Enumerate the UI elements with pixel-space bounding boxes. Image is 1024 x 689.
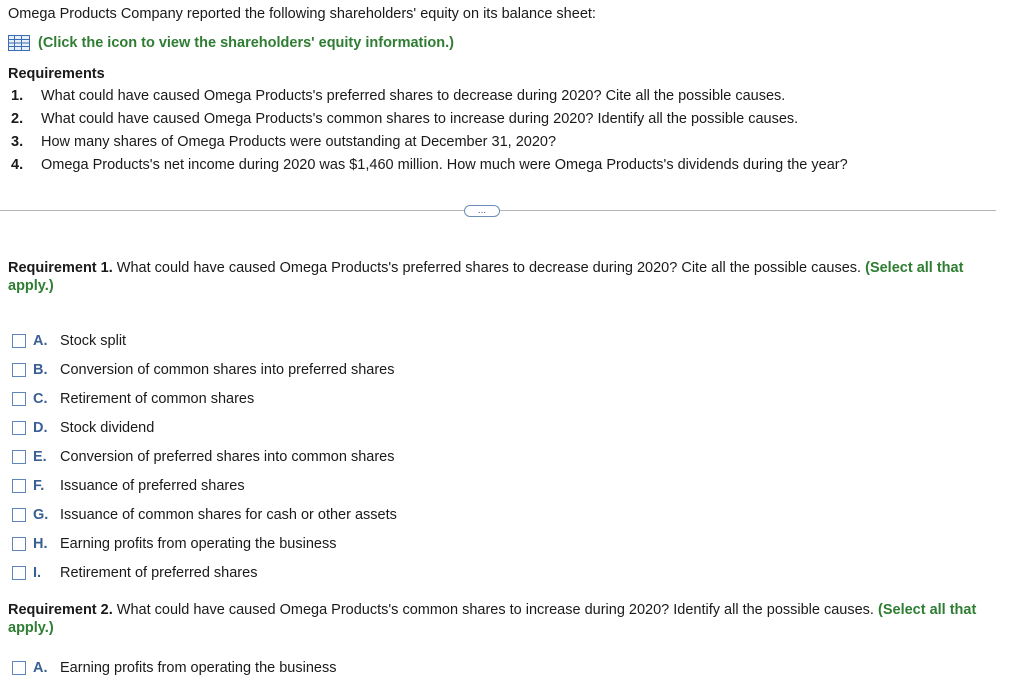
option-letter: E. bbox=[33, 449, 47, 465]
select-all-instruction: (Select all that apply.) bbox=[8, 602, 977, 636]
option-text: Stock dividend bbox=[60, 420, 155, 436]
option-f[interactable] bbox=[12, 478, 397, 507]
requirement-2-question bbox=[8, 601, 998, 637]
checkbox[interactable] bbox=[12, 392, 26, 406]
equity-link-text[interactable]: (Click the icon to view the shareholders' equity information.) bbox=[38, 35, 454, 51]
requirement-1-question bbox=[8, 259, 998, 295]
option-letter: A. bbox=[33, 660, 48, 676]
requirement-item bbox=[11, 134, 848, 157]
option-text: Conversion of common shares into preferred shares bbox=[60, 362, 395, 378]
requirements-list bbox=[11, 88, 848, 180]
option-letter: B. bbox=[33, 362, 48, 378]
option-letter: G. bbox=[33, 507, 49, 523]
requirement-number: 4. bbox=[11, 157, 24, 173]
question-label: Requirement 2. bbox=[8, 602, 113, 618]
checkbox[interactable] bbox=[12, 661, 26, 675]
requirement-text: What could have caused Omega Products's common shares to increase during 2020? Identify all the possible causes. bbox=[41, 111, 799, 127]
requirement-item bbox=[11, 157, 848, 180]
option-text: Retirement of preferred shares bbox=[60, 565, 258, 581]
checkbox[interactable] bbox=[12, 421, 26, 435]
option-letter: C. bbox=[33, 391, 48, 407]
option-text: Retirement of common shares bbox=[60, 391, 255, 407]
option-text: Issuance of preferred shares bbox=[60, 478, 245, 494]
equity-info-link[interactable] bbox=[8, 35, 454, 51]
option-text: Stock split bbox=[60, 333, 127, 349]
option-e[interactable] bbox=[12, 449, 397, 478]
option-text: Earning profits from operating the business bbox=[60, 660, 337, 676]
requirement-number: 2. bbox=[11, 111, 24, 127]
requirement-item bbox=[11, 88, 848, 111]
checkbox[interactable] bbox=[12, 450, 26, 464]
option-h[interactable] bbox=[12, 536, 397, 565]
requirement-text: Omega Products's net income during 2020 was $1,460 million. How much were Omega Products's dividends during the year? bbox=[41, 157, 848, 173]
option-letter: H. bbox=[33, 536, 48, 552]
requirement-number: 3. bbox=[11, 134, 24, 150]
more-button[interactable]: ... bbox=[464, 205, 500, 217]
question-text: What could have caused Omega Products's common shares to increase during 2020? Identify all the possible causes. bbox=[112, 602, 878, 618]
option-d[interactable] bbox=[12, 420, 397, 449]
option-text: Conversion of preferred shares into common shares bbox=[60, 449, 395, 465]
checkbox[interactable] bbox=[12, 334, 26, 348]
checkbox[interactable] bbox=[12, 508, 26, 522]
requirement-text: What could have caused Omega Products's preferred shares to decrease during 2020? Cite all the possible causes. bbox=[41, 88, 786, 104]
option-letter: F. bbox=[33, 478, 45, 494]
question-label: Requirement 1. bbox=[8, 260, 113, 276]
requirement-text: How many shares of Omega Products were outstanding at December 31, 2020? bbox=[41, 134, 557, 150]
checkbox[interactable] bbox=[12, 479, 26, 493]
option-letter: D. bbox=[33, 420, 48, 436]
option-i[interactable] bbox=[12, 565, 397, 594]
option-a[interactable] bbox=[12, 660, 336, 689]
intro-text: Omega Products Company reported the following shareholders' equity on its balance sheet: bbox=[8, 6, 596, 22]
option-text: Issuance of common shares for cash or other assets bbox=[60, 507, 397, 523]
requirements-heading: Requirements bbox=[8, 66, 105, 82]
requirement-number: 1. bbox=[11, 88, 24, 104]
option-b[interactable] bbox=[12, 362, 397, 391]
checkbox[interactable] bbox=[12, 363, 26, 377]
option-letter: A. bbox=[33, 333, 48, 349]
requirement-2-options bbox=[12, 660, 336, 689]
question-text: What could have caused Omega Products's preferred shares to decrease during 2020? Cite all the possible causes. bbox=[112, 260, 866, 276]
option-text: Earning profits from operating the business bbox=[60, 536, 337, 552]
requirement-1-options bbox=[12, 333, 397, 594]
checkbox[interactable] bbox=[12, 566, 26, 580]
select-all-instruction: (Select all that apply.) bbox=[8, 260, 964, 294]
requirement-item bbox=[11, 111, 848, 134]
option-c[interactable] bbox=[12, 391, 397, 420]
table-icon[interactable] bbox=[8, 35, 30, 51]
option-g[interactable] bbox=[12, 507, 397, 536]
option-letter: I. bbox=[33, 565, 42, 581]
checkbox[interactable] bbox=[12, 537, 26, 551]
option-a[interactable] bbox=[12, 333, 397, 362]
